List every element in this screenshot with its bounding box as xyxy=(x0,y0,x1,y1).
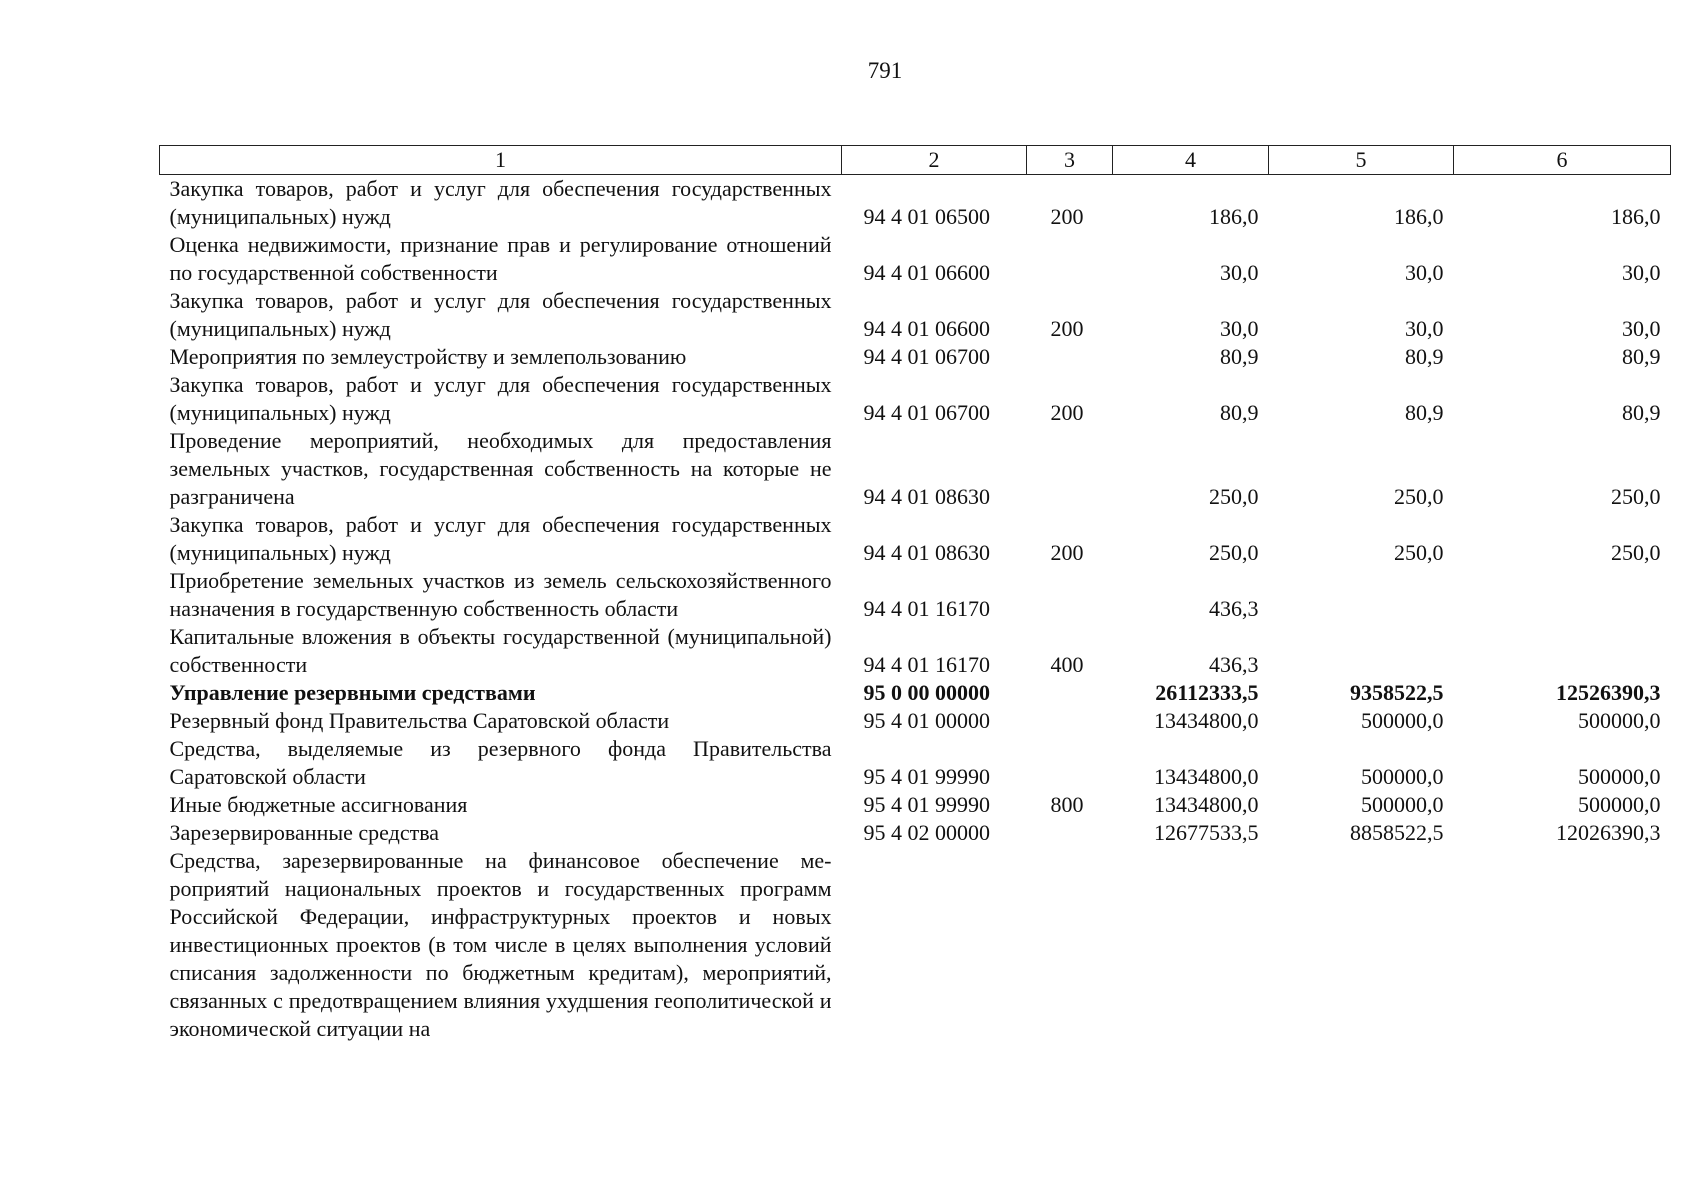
table-row xyxy=(160,847,1671,1043)
row-value-col-6: 500000,0 xyxy=(1578,764,1661,789)
header-row xyxy=(160,146,1671,175)
table-body xyxy=(160,175,1671,1044)
row-value-col-5: 500000,0 xyxy=(1361,792,1444,817)
row-code: 95 4 01 00000 xyxy=(863,708,990,733)
row-expense-type: 200 xyxy=(1050,204,1084,229)
row-value-col-5: 30,0 xyxy=(1405,316,1444,341)
row-value-col-5: 186,0 xyxy=(1394,204,1444,229)
row-value-col-4: 80,9 xyxy=(1220,400,1259,425)
row-value-col-4: 436,3 xyxy=(1209,596,1259,621)
table-row xyxy=(160,343,1671,371)
table-row xyxy=(160,231,1671,287)
row-name: Закупка товаров, работ и услуг для обеспечения государственных (муниципальных) нужд xyxy=(169,512,832,565)
row-expense-type xyxy=(1027,567,1113,623)
row-value-col-6: 500000,0 xyxy=(1578,792,1661,817)
row-name: Зарезервированные средства xyxy=(169,820,440,845)
row-name: Закупка товаров, работ и услуг для обеспечения государственных (муниципальных) нужд xyxy=(169,176,832,229)
row-value-col-5 xyxy=(1269,567,1454,623)
row-expense-type xyxy=(1027,427,1113,511)
row-value-col-5 xyxy=(1269,847,1454,1043)
row-value-col-4: 80,9 xyxy=(1220,344,1259,369)
row-name: Резервный фонд Правительства Саратовской области xyxy=(169,708,670,733)
row-value-col-5: 250,0 xyxy=(1394,540,1444,565)
row-expense-type: 800 xyxy=(1050,792,1084,817)
row-value-col-6: 250,0 xyxy=(1611,540,1661,565)
row-name: Закупка товаров, работ и услуг для обеспечения государственных (муниципальных) нужд xyxy=(169,372,832,425)
row-name: Средства, зарезервированные на финансовое обеспечение мероприятий национальных проектов и государственных программ Российской Федерации, инфраструктурных проектов и новых инвестиционных проектов (в том числе в целях выполнения условий списания задолженности по бюджетным кредитам), мероприятий, связанных с предотвращением влияния ухудшения геополитической и экономической ситуации на xyxy=(169,848,832,1041)
row-value-col-4: 12677533,5 xyxy=(1154,820,1259,845)
row-code: 95 4 02 00000 xyxy=(863,820,990,845)
table-row xyxy=(160,511,1671,567)
row-name: Оценка недвижимости, признание прав и регулирование отношений по государственной собственности xyxy=(169,232,832,285)
row-expense-type: 400 xyxy=(1050,652,1084,677)
table-row xyxy=(160,567,1671,623)
row-code: 94 4 01 06500 xyxy=(863,204,990,229)
row-code: 94 4 01 08630 xyxy=(863,540,990,565)
row-code: 94 4 01 16170 xyxy=(863,652,990,677)
row-code: 94 4 01 16170 xyxy=(863,596,990,621)
row-value-col-4: 26112333,5 xyxy=(1155,680,1259,705)
row-value-col-4: 436,3 xyxy=(1209,652,1259,677)
row-name: Средства, выделяемые из резервного фонда Правительства Саратовской области xyxy=(169,736,832,789)
row-code xyxy=(842,847,1027,1043)
row-name: Управление резервными средствами xyxy=(169,680,536,705)
row-value-col-6 xyxy=(1454,567,1671,623)
table-row xyxy=(160,623,1671,679)
row-code: 94 4 01 08630 xyxy=(863,484,990,509)
row-value-col-6: 500000,0 xyxy=(1578,708,1661,733)
row-value-col-4: 30,0 xyxy=(1220,316,1259,341)
row-value-col-6: 80,9 xyxy=(1622,400,1661,425)
row-expense-type xyxy=(1027,343,1113,371)
row-name: Капитальные вложения в объекты государственной (муниципальной) собственности xyxy=(169,624,832,677)
row-name: Мероприятия по землеустройству и землепользованию xyxy=(169,344,687,369)
row-value-col-6: 186,0 xyxy=(1611,204,1661,229)
table-row xyxy=(160,287,1671,343)
row-value-col-4: 250,0 xyxy=(1209,540,1259,565)
table-row xyxy=(160,707,1671,735)
row-value-col-6: 80,9 xyxy=(1622,344,1661,369)
row-value-col-6: 250,0 xyxy=(1611,484,1661,509)
row-code: 94 4 01 06600 xyxy=(863,260,990,285)
row-code: 94 4 01 06600 xyxy=(863,316,990,341)
row-name: Иные бюджетные ассигнования xyxy=(169,792,468,817)
row-value-col-6 xyxy=(1454,623,1671,679)
table-row xyxy=(160,371,1671,427)
row-code: 95 0 00 00000 xyxy=(863,680,990,705)
row-value-col-4: 13434800,0 xyxy=(1154,764,1259,789)
row-code: 95 4 01 99990 xyxy=(863,792,990,817)
row-expense-type xyxy=(1027,735,1113,791)
row-value-col-4 xyxy=(1113,847,1269,1043)
row-value-col-5: 9358522,5 xyxy=(1350,680,1444,705)
row-value-col-5 xyxy=(1269,623,1454,679)
row-value-col-6: 30,0 xyxy=(1622,260,1661,285)
row-name: Приобретение земельных участков из земель сельскохозяйственного назначения в государственную собственность области xyxy=(169,568,832,621)
row-value-col-5: 500000,0 xyxy=(1361,708,1444,733)
row-name: Закупка товаров, работ и услуг для обеспечения государственных (муниципальных) нужд xyxy=(169,288,832,341)
row-code: 94 4 01 06700 xyxy=(863,400,990,425)
budget-table xyxy=(159,145,1671,1043)
row-expense-type xyxy=(1027,819,1113,847)
page-number: 791 xyxy=(867,58,903,83)
row-expense-type xyxy=(1027,707,1113,735)
header-col-1: 1 xyxy=(160,146,842,175)
row-name: Проведение мероприятий, необходимых для предоставления земельных участков, государственная собственность на которые не разграничена xyxy=(169,428,832,509)
table-row xyxy=(160,791,1671,819)
row-expense-type: 200 xyxy=(1050,540,1084,565)
table-row xyxy=(160,175,1671,232)
row-value-col-5: 80,9 xyxy=(1405,400,1444,425)
table-header xyxy=(160,146,1671,175)
table-row xyxy=(160,679,1671,707)
row-expense-type: 200 xyxy=(1050,316,1084,341)
row-value-col-4: 13434800,0 xyxy=(1154,708,1259,733)
row-code: 94 4 01 06700 xyxy=(863,344,990,369)
row-expense-type: 200 xyxy=(1050,400,1084,425)
row-value-col-5: 30,0 xyxy=(1405,260,1444,285)
header-col-3: 3 xyxy=(1027,146,1113,175)
row-expense-type xyxy=(1027,231,1113,287)
row-expense-type xyxy=(1027,679,1113,707)
row-value-col-4: 13434800,0 xyxy=(1154,792,1259,817)
table-row xyxy=(160,819,1671,847)
row-value-col-4: 30,0 xyxy=(1220,260,1259,285)
row-value-col-6: 30,0 xyxy=(1622,316,1661,341)
header-col-6: 6 xyxy=(1454,146,1671,175)
row-value-col-5: 250,0 xyxy=(1394,484,1444,509)
table-row xyxy=(160,735,1671,791)
row-value-col-6: 12026390,3 xyxy=(1556,820,1661,845)
header-col-5: 5 xyxy=(1269,146,1454,175)
row-value-col-6 xyxy=(1454,847,1671,1043)
header-col-2: 2 xyxy=(842,146,1027,175)
row-value-col-5: 8858522,5 xyxy=(1350,820,1444,845)
table-row xyxy=(160,427,1671,511)
row-code: 95 4 01 99990 xyxy=(863,764,990,789)
row-expense-type xyxy=(1027,847,1113,1043)
header-col-4: 4 xyxy=(1113,146,1269,175)
row-value-col-5: 500000,0 xyxy=(1361,764,1444,789)
row-value-col-4: 250,0 xyxy=(1209,484,1259,509)
row-value-col-5: 80,9 xyxy=(1405,344,1444,369)
row-value-col-4: 186,0 xyxy=(1209,204,1259,229)
row-value-col-6: 12526390,3 xyxy=(1556,680,1661,705)
